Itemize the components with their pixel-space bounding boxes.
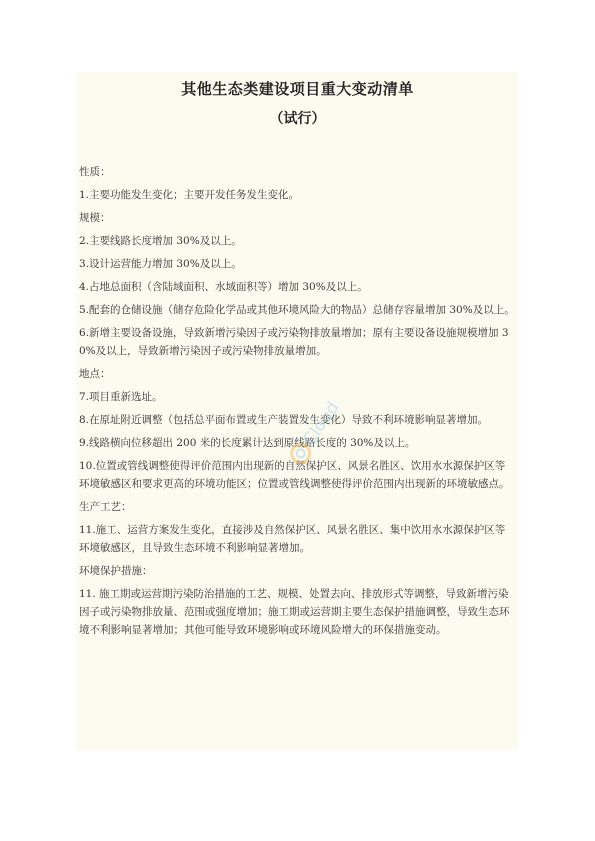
list-item: 9.线路横向位移超出 200 米的长度累计达到原线路长度的 30%及以上。	[79, 437, 416, 449]
list-item: 5.配套的仓储设施（储存危险化学品或其他环境风险大的物品）总储存容量增加 30%及以上。	[79, 304, 515, 316]
section-heading-env-protection: 环境保护措施：	[79, 565, 153, 577]
document-subtitle: （试行）	[269, 111, 326, 127]
list-item: 3.设计运营能力增加 30%及以上。	[79, 258, 242, 270]
list-item: 1.主要功能发生变化；主要开发任务发生变化。	[79, 189, 300, 201]
list-item: 4.占地总面积（含陆域面积、水域面积等）增加 30%及以上。	[79, 281, 368, 293]
section-heading-process: 生产工艺：	[79, 501, 132, 513]
document-title: 其他生态类建设项目重大变动清单	[181, 80, 414, 98]
list-item: 7.项目重新选址。	[79, 391, 163, 403]
watermark-text: Cloud	[299, 398, 344, 450]
list-item: 11. 施工期或运营期污染防治措施的工艺、规模、处置去向、排放形式等调整，导致新增污染因子或污染物排放量、范围或强度增加；施工期或运营期主要生态保护措施调整，导致生态环境不利影响显著增加；其他可能导致环境影响或环境风险增大的环保措施变动。	[79, 588, 510, 636]
list-item: 11.施工、运营方案发生变化，直接涉及自然保护区、风景名胜区、集中饮用水水源保护区等环境敏感区，且导致生态环境不利影响显著增加。	[79, 524, 506, 554]
section-heading-nature: 性质：	[79, 166, 111, 178]
cloud-watermark-logo	[270, 388, 360, 478]
list-item: 2.主要线路长度增加 30%及以上。	[79, 235, 242, 247]
section-heading-location: 地点：	[79, 368, 111, 380]
list-item: 10.位置或管线调整使得评价范围内出现新的自然保护区、风景名胜区、饮用水水源保护区等环境敏感区和要求更高的环境功能区；位置或管线调整使得评价范围内出现新的环境敏感点。	[79, 460, 510, 490]
list-item: 6.新增主要设备设施，导致新增污染因子或污染物排放量增加；原有主要设备设施规模增加 30%及以上，导致新增污染因子或污染物排放量增加。	[79, 327, 509, 357]
list-item: 8.在原址附近调整（包括总平面布置或生产装置发生变化）导致不利环境影响显著增加。	[79, 414, 489, 426]
section-heading-scale: 规模：	[79, 212, 111, 224]
